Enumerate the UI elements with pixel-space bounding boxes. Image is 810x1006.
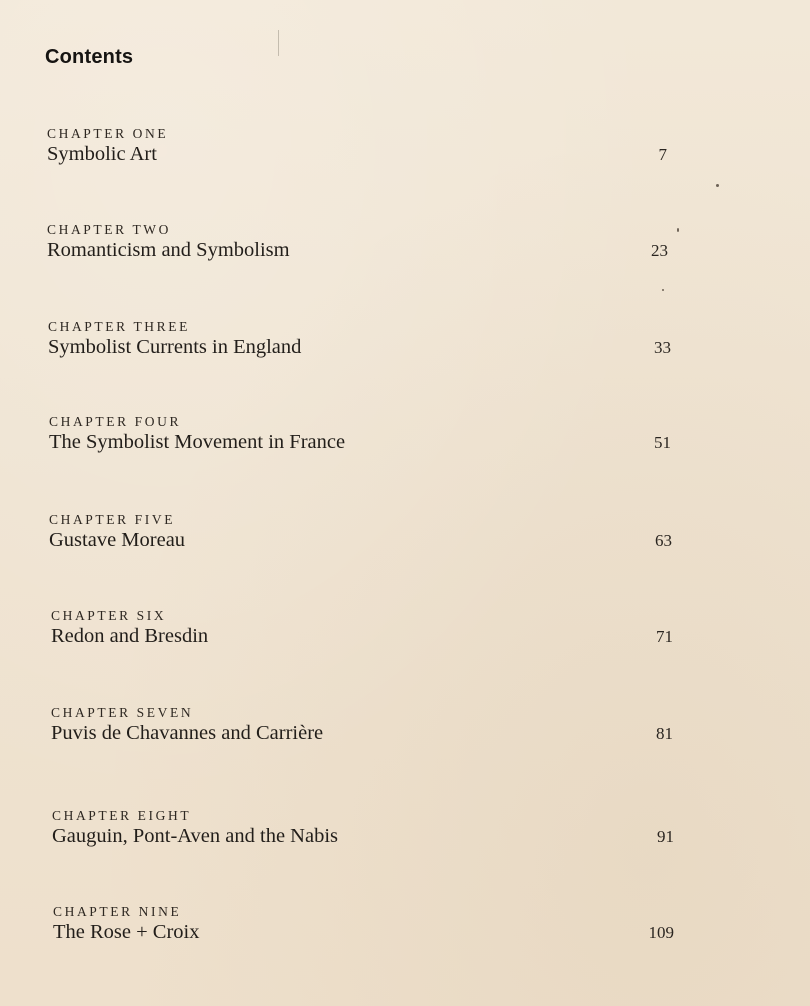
chapter-title: The Rose + Croix	[53, 921, 200, 943]
paper-scratch	[278, 30, 279, 56]
chapter-label: CHAPTER FIVE	[49, 512, 176, 527]
toc-entry-chapter-four[interactable]	[0, 414, 810, 470]
page-number: 33	[654, 338, 671, 357]
chapter-title: Gauguin, Pont-Aven and the Nabis	[52, 825, 338, 847]
toc-entry-chapter-nine[interactable]	[0, 904, 810, 960]
chapter-title: Gustave Moreau	[49, 529, 186, 551]
chapter-title: Puvis de Chavannes and Carrière	[51, 722, 324, 744]
chapter-label: CHAPTER SEVEN	[51, 705, 194, 720]
page-number: 109	[648, 923, 674, 942]
toc-entry-chapter-seven[interactable]	[0, 705, 810, 761]
chapter-label: CHAPTER SIX	[51, 608, 167, 623]
toc-entry-chapter-eight[interactable]	[0, 808, 810, 864]
toc-entry-chapter-three[interactable]	[0, 319, 810, 375]
toc-entry-chapter-one[interactable]	[0, 126, 810, 182]
chapter-title: Symbolist Currents in England	[48, 336, 302, 358]
chapter-title: The Symbolist Movement in France	[49, 431, 346, 453]
page-number: 91	[657, 827, 674, 846]
page-title: Contents	[45, 46, 134, 68]
toc-entry-chapter-five[interactable]	[0, 512, 810, 568]
chapter-title: Redon and Bresdin	[51, 625, 209, 647]
paper-speck	[662, 289, 664, 291]
chapter-label: CHAPTER TWO	[47, 222, 171, 237]
page-number: 81	[656, 724, 673, 743]
chapter-label: CHAPTER ONE	[47, 126, 169, 141]
page-number: 7	[658, 145, 667, 164]
page-number: 23	[651, 241, 668, 260]
chapter-label: CHAPTER NINE	[53, 904, 182, 919]
page-number: 51	[654, 433, 671, 452]
chapter-label: CHAPTER THREE	[48, 319, 190, 334]
chapter-title: Romanticism and Symbolism	[47, 239, 290, 261]
chapter-title: Symbolic Art	[47, 143, 157, 165]
page-number: 71	[656, 627, 673, 646]
chapter-label: CHAPTER EIGHT	[52, 808, 192, 823]
paper-speck	[716, 184, 719, 187]
page-number: 63	[655, 531, 672, 550]
toc-entry-chapter-two[interactable]	[0, 222, 810, 278]
chapter-label: CHAPTER FOUR	[49, 414, 182, 429]
toc-entry-chapter-six[interactable]	[0, 608, 810, 664]
